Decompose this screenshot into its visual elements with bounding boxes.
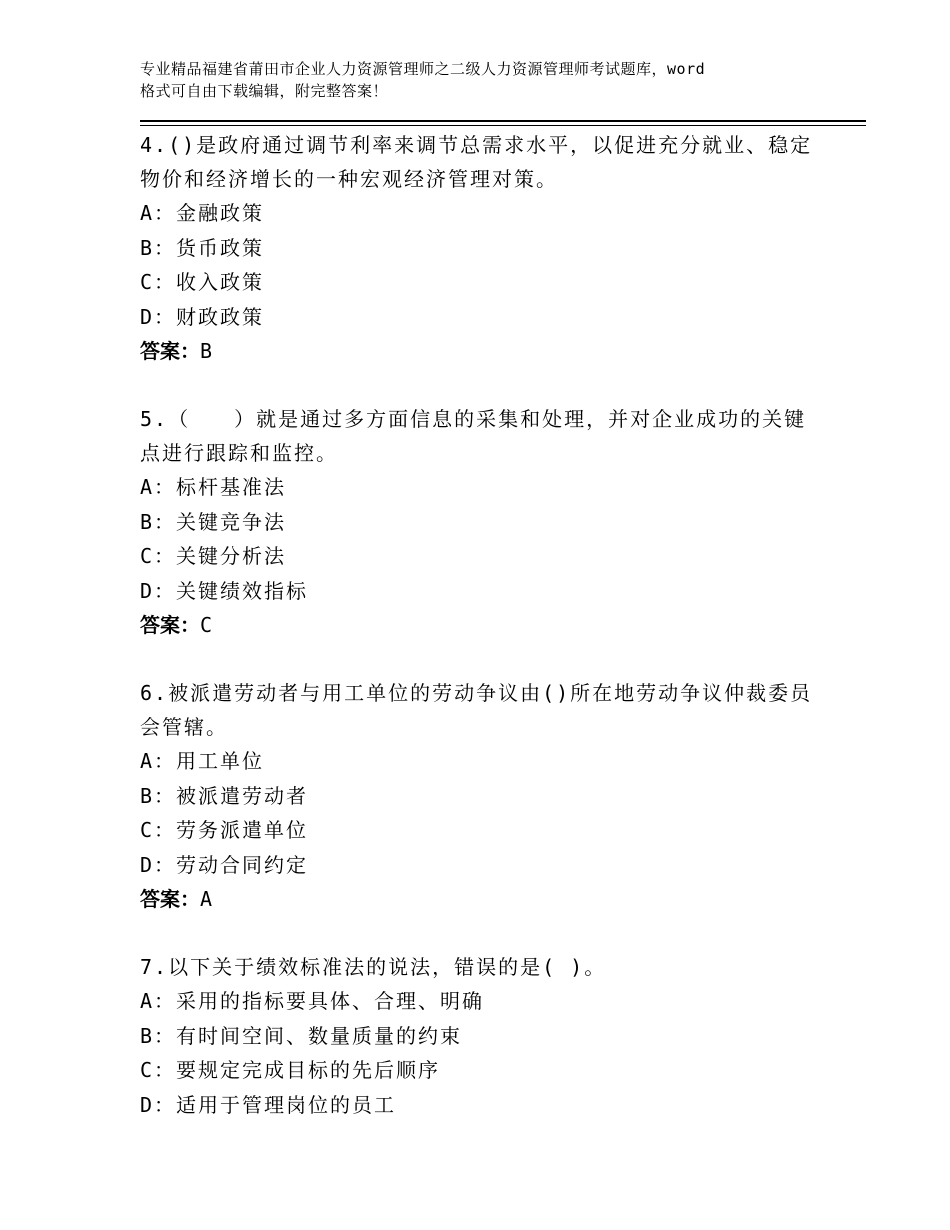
header-rule-thick: [140, 120, 866, 122]
option-d: D：关键绩效指标: [140, 578, 309, 603]
answer-label: 答案：: [140, 339, 200, 363]
option-d: D：适用于管理岗位的员工: [140, 1092, 397, 1117]
answer-label: 答案：: [140, 613, 200, 637]
document-header: [140, 58, 840, 102]
option-c: C：劳务派遣单位: [140, 818, 309, 842]
option-a: A：用工单位: [140, 749, 265, 773]
option-b: B：货币政策: [140, 235, 265, 260]
option-d: D：财政政策: [140, 304, 265, 329]
option-c: C：关键分析法: [140, 544, 287, 568]
question-stem-line: 7.以下关于绩效标准法的说法，错误的是( )。: [140, 955, 607, 979]
option-c: C：收入政策: [140, 270, 265, 294]
answer-value: A: [200, 887, 213, 911]
answer-label: 答案：: [140, 887, 200, 911]
option-b: B：关键竞争法: [140, 509, 287, 534]
header-line-1: 专业精品福建省莆田市企业人力资源管理师之二级人力资源管理师考试题库，word: [140, 60, 706, 78]
option-c: C：要规定完成目标的先后顺序: [140, 1058, 441, 1082]
option-a: A：金融政策: [140, 201, 265, 225]
question-4: [140, 128, 820, 368]
option-a: A：标杆基准法: [140, 475, 287, 499]
question-6: [140, 676, 820, 916]
question-stem-line: 会管辖。: [140, 715, 228, 739]
option-a: A：采用的指标要具体、合理、明确: [140, 989, 485, 1013]
question-5: [140, 402, 820, 642]
answer-value: B: [200, 339, 213, 363]
option-d: D：劳动合同约定: [140, 852, 309, 877]
option-b: B：有时间空间、数量质量的约束: [140, 1023, 463, 1048]
question-stem-line: 物价和经济增长的一种宏观经济管理对策。: [140, 167, 558, 191]
question-7: [140, 950, 820, 1122]
answer: [140, 608, 820, 642]
answer: [140, 334, 820, 368]
question-stem-line: 5.（ ）就是通过多方面信息的采集和处理，并对企业成功的关键: [140, 407, 807, 431]
question-stem-line: 6.被派遣劳动者与用工单位的劳动争议由()所在地劳动争议仲裁委员: [140, 681, 813, 705]
question-stem-line: 4.()是政府通过调节利率来调节总需求水平，以促进充分就业、稳定: [140, 133, 813, 157]
question-stem-line: 点进行跟踪和监控。: [140, 441, 338, 465]
answer-value: C: [200, 613, 213, 637]
answer: [140, 882, 820, 916]
question-list: [140, 128, 820, 1122]
header-line-2: 格式可自由下载编辑，附完整答案！: [140, 82, 389, 100]
header-rule-thin: [140, 125, 866, 126]
option-b: B：被派遣劳动者: [140, 783, 309, 808]
